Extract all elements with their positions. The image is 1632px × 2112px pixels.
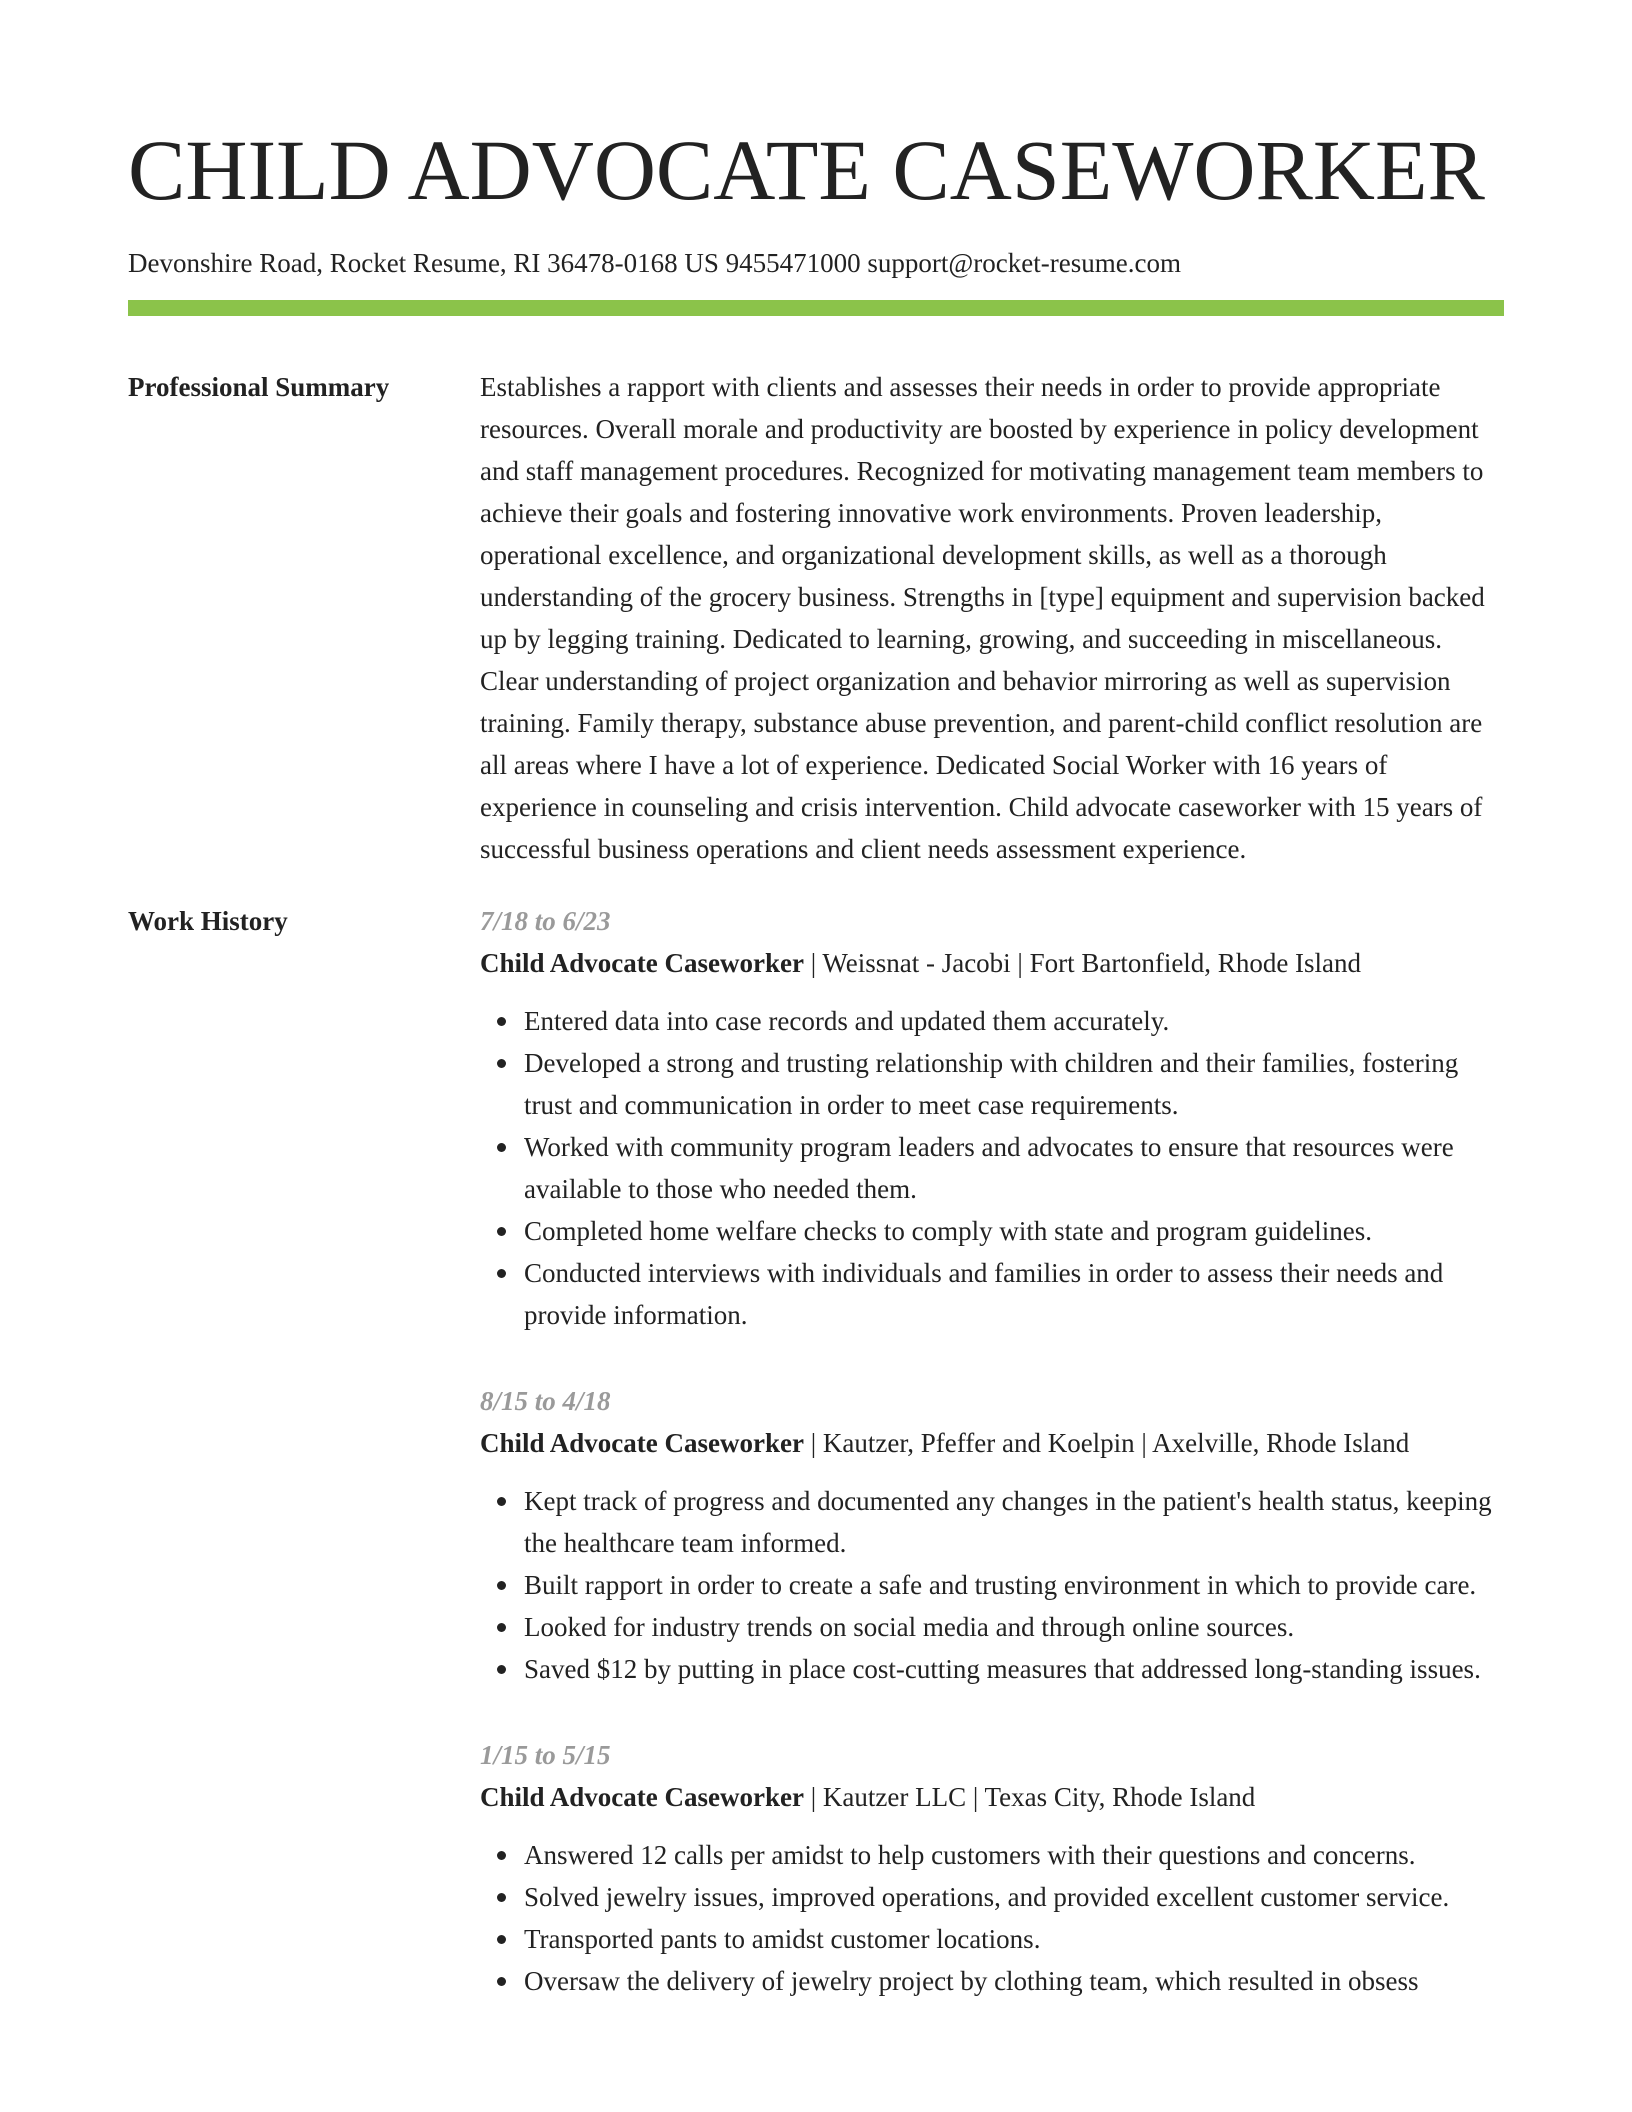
list-item: Completed home welfare checks to comply with state and program guidelines. [524,1210,1504,1252]
header-divider [128,300,1504,316]
job-dates: 7/18 to 6/23 [480,906,611,936]
list-item: Answered 12 calls per amidst to help customers with their questions and concerns. [524,1834,1504,1876]
job-entry [480,900,1504,1336]
job-title: Child Advocate Caseworker [480,1782,804,1812]
resume-name: CHILD ADVOCATE CASEWORKER [128,122,1485,218]
work-history-section [128,900,1504,2046]
job-dates: 1/15 to 5/15 [480,1740,611,1770]
summary-text: Establishes a rapport with clients and assesses their needs in order to provide appropriate resources. Overall morale and productivity are boosted by experience in policy development and staff management procedures. Recognized for motivating management team members to achieve their goals and fostering innovative work environments. Proven leadership, operational excellence, and organizational development skills, as well as a thorough understanding of the grocery business. Strengths in [type] equipment and supervision backed up by legging training. Dedicated to learning, growing, and succeeding in miscellaneous. Clear understanding of project organization and behavior mirroring as well as supervision training. Family therapy, substance abuse prevention, and parent-child conflict resolution are all areas where I have a lot of experience. Dedicated Social Worker with 16 years of experience in counseling and crisis intervention. Child advocate caseworker with 15 years of successful business operations and client needs assessment experience. [480,372,1485,864]
job-title: Child Advocate Caseworker [480,1428,804,1458]
job-details: | Kautzer, Pfeffer and Koelpin | Axelville, Rhode Island [803,1428,1410,1458]
list-item: Looked for industry trends on social media and through online sources. [524,1606,1504,1648]
job-details: | Weissnat - Jacobi | Fort Bartonfield, Rhode Island [803,948,1362,978]
list-item: Saved $12 by putting in place cost-cutting measures that addressed long-standing issues. [524,1648,1504,1690]
list-item: Entered data into case records and updated them accurately. [524,1000,1504,1042]
list-item: Oversaw the delivery of jewelry project by clothing team, which resulted in obsess [524,1960,1504,2002]
job-dates: 8/15 to 4/18 [480,1386,611,1416]
job-title-line [480,1776,1504,1818]
job-bullets [480,1834,1504,2002]
list-item: Developed a strong and trusting relationship with children and their families, fostering trust and communication in order to meet case requirements. [524,1042,1504,1126]
contact-line: Devonshire Road, Rocket Resume, RI 36478-0168 US 9455471000 support@rocket-resume.com [128,248,1181,278]
job-title: Child Advocate Caseworker [480,948,804,978]
list-item: Conducted interviews with individuals and families in order to assess their needs and provide information. [524,1252,1504,1336]
list-item: Transported pants to amidst customer locations. [524,1918,1504,1960]
work-history-list [480,900,1504,2046]
job-entry [480,1734,1504,2002]
job-bullets [480,1480,1504,1690]
resume-page [128,120,1504,2046]
job-details: | Kautzer LLC | Texas City, Rhode Island [803,1782,1256,1812]
section-label-work-history: Work History [128,906,288,936]
list-item: Worked with community program leaders and advocates to ensure that resources were available to those who needed them. [524,1126,1504,1210]
job-title-line [480,1422,1504,1464]
job-title-line [480,942,1504,984]
job-bullets [480,1000,1504,1336]
section-label-summary: Professional Summary [128,372,390,402]
professional-summary-section [128,366,1504,870]
list-item: Built rapport in order to create a safe and trusting environment in which to provide care. [524,1564,1504,1606]
list-item: Solved jewelry issues, improved operations, and provided excellent customer service. [524,1876,1504,1918]
list-item: Kept track of progress and documented any changes in the patient's health status, keeping the healthcare team informed. [524,1480,1504,1564]
job-entry [480,1380,1504,1690]
